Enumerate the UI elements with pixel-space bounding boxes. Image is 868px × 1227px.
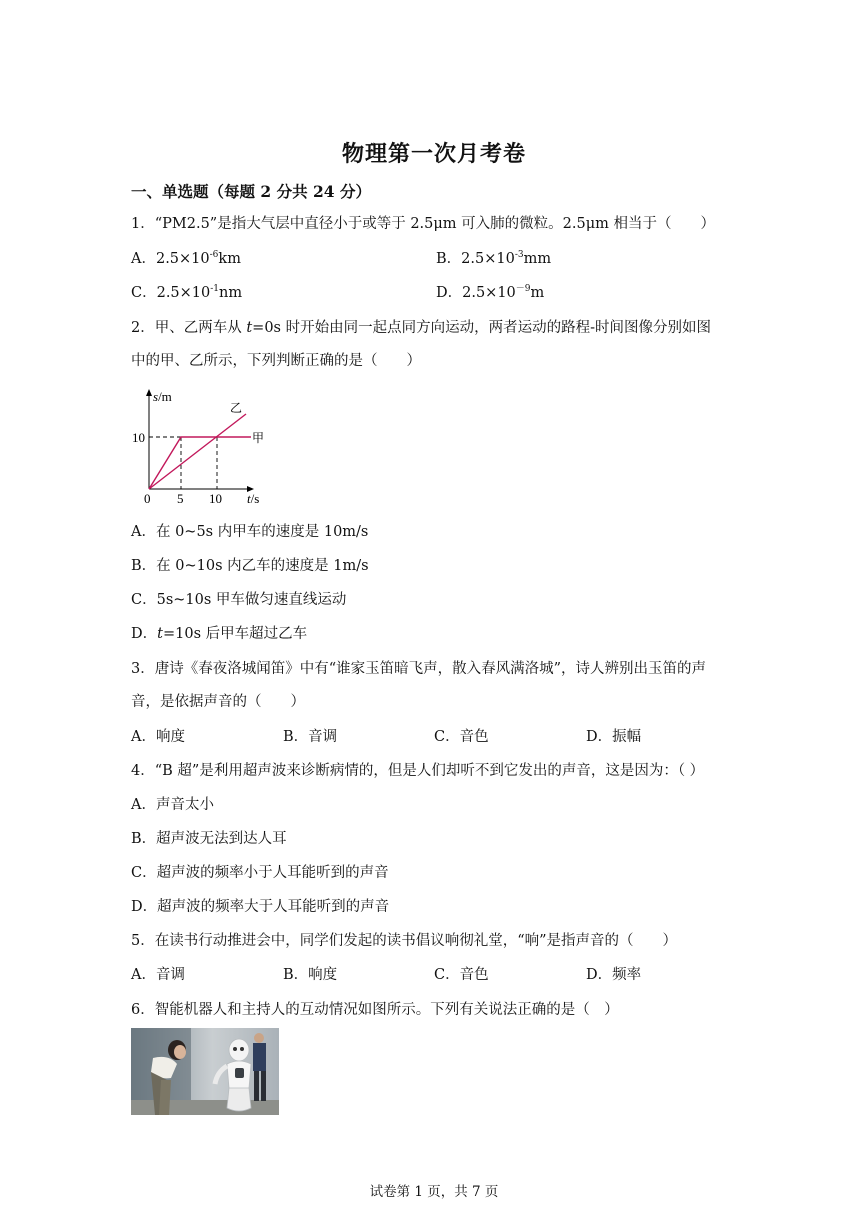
question-2-option-a: A．在 0~5s 内甲车的速度是 10m/s	[131, 524, 369, 540]
option-a-base: A．2.5×10	[131, 251, 210, 267]
label-yi: 乙	[230, 401, 243, 415]
question-2-option-d	[131, 624, 307, 644]
question-1-option-a	[131, 249, 241, 269]
option-a-unit: km	[218, 251, 241, 267]
q2-stem-start: 2．甲、乙两车从	[131, 320, 247, 336]
x-tick-label-5: 5	[177, 491, 184, 506]
question-4-option-a: A．声音太小	[131, 797, 214, 813]
q2d-time-variable: t	[157, 626, 163, 642]
q2d-rest: =10s 后甲车超过乙车	[162, 626, 308, 642]
section-heading: 一、单选题（每题 2 分共 24 分）	[131, 182, 371, 201]
question-5-option-c: C．音色	[434, 967, 489, 983]
option-c-base: C．2.5×10	[131, 285, 211, 301]
question-5-option-b: B．响度	[283, 967, 338, 983]
question-1-stem: 1．“PM2.5”是指大气层中直径小于或等于 2.5μm 可入肺的微粒。2.5μm 相当于（ ）	[131, 216, 716, 232]
question-4-option-c: C．超声波的频率小于人耳能听到的声音	[131, 865, 389, 881]
line-yi	[149, 414, 246, 489]
question-3-option-c: C．音色	[434, 729, 489, 745]
y-axis-label	[153, 389, 172, 404]
distance-time-graph	[129, 386, 279, 508]
x-axis-variable: t	[247, 491, 251, 506]
option-a-exponent: -6	[209, 250, 219, 260]
question-1-option-c	[131, 283, 242, 303]
option-b-exponent: -3	[514, 250, 524, 260]
question-2-option-c: C．5s~10s 甲车做匀速直线运动	[131, 592, 347, 608]
question-1-option-d	[436, 283, 544, 303]
q2d-prefix: D．	[131, 626, 158, 642]
option-b-unit: mm	[523, 251, 552, 267]
question-2-option-b: B．在 0~10s 内乙车的速度是 1m/s	[131, 558, 369, 574]
question-5-stem: 5．在读书行动推进会中，同学们发起的读书倡议响彻礼堂，“响”是指声音的（ ）	[131, 933, 678, 949]
page-title: 物理第一次月考卷	[341, 141, 526, 167]
question-2-stem-line-1	[131, 318, 711, 338]
question-4-stem: 4．“B 超”是利用超声波来诊断病情的，但是人们却听不到它发出的声音，这是因为：（ ）	[131, 763, 705, 779]
question-5-option-d: D．频率	[586, 967, 642, 983]
option-c-unit: nm	[219, 285, 243, 301]
q2-stem-rest: =0s 时开始由同一起点同方向运动，两者运动的路程-时间图像分别如图	[252, 320, 711, 336]
line-jia	[149, 437, 251, 489]
question-4-option-d: D．超声波的频率大于人耳能听到的声音	[131, 899, 390, 915]
robot-host-photo	[131, 1028, 279, 1115]
page-footer: 试卷第 1 页，共 7 页	[369, 1184, 499, 1200]
option-b-base: B．2.5×10	[436, 251, 515, 267]
x-tick-label-10: 10	[209, 491, 222, 506]
question-6-stem: 6．智能机器人和主持人的互动情况如图所示。下列有关说法正确的是（ ）	[131, 1002, 619, 1018]
question-2-stem-line-2: 中的甲、乙所示，下列判断正确的是（ ）	[131, 353, 421, 369]
question-5-option-a: A．音调	[131, 967, 185, 983]
photo-illustration	[131, 1028, 279, 1115]
question-1-option-b	[436, 249, 551, 269]
option-c-exponent: -1	[210, 284, 220, 294]
label-jia: 甲	[252, 431, 265, 445]
question-4-option-b: B．超声波无法到达人耳	[131, 831, 287, 847]
option-d-unit: m	[530, 285, 545, 301]
q2-time-variable: t	[246, 320, 253, 336]
question-3-option-a: A．响度	[131, 729, 185, 745]
x-axis-label	[247, 491, 259, 506]
question-3-option-b: B．音调	[283, 729, 338, 745]
question-3-stem-line-1: 3．唐诗《春夜洛城闻笛》中有“谁家玉笛暗飞声，散入春风满洛城”，诗人辨别出玉笛的声	[131, 661, 707, 677]
x-axis-unit: /s	[250, 491, 260, 506]
option-d-exponent: －9	[515, 284, 531, 294]
y-tick-label: 10	[132, 430, 145, 445]
y-axis-variable: s	[153, 389, 159, 404]
option-d-base: D．2.5×10	[436, 285, 516, 301]
y-axis-unit: /m	[158, 389, 172, 404]
y-axis-arrow	[146, 389, 152, 396]
question-3-stem-line-2: 音，是依据声音的（ ）	[131, 694, 305, 710]
x-tick-label-0: 0	[144, 491, 151, 506]
question-3-option-d: D．振幅	[586, 729, 642, 745]
